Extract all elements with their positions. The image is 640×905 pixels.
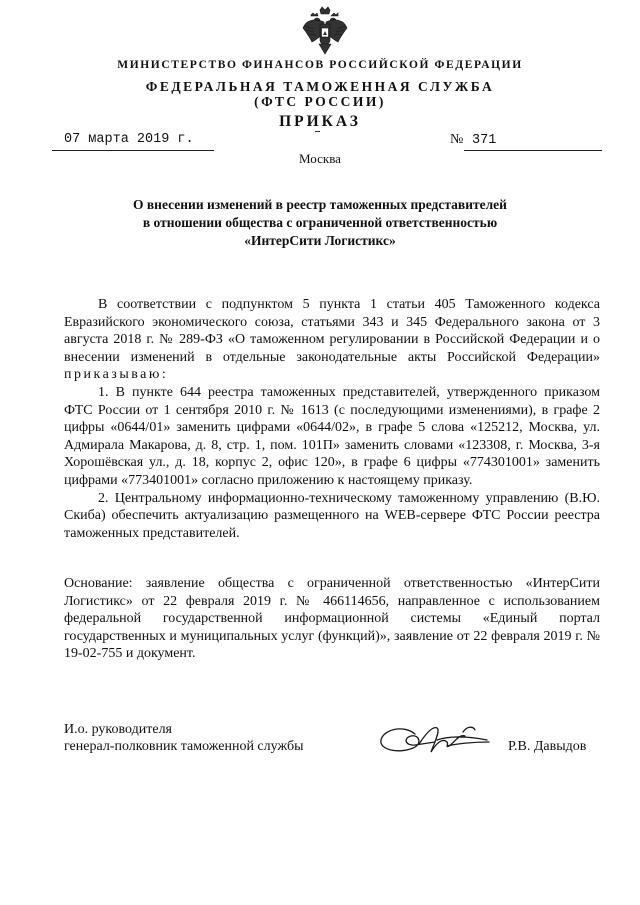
ministry-name: МИНИСТЕРСТВО ФИНАНСОВ РОССИЙСКОЙ ФЕДЕРАЦИИ [117,59,523,71]
order-date: 07 марта 2019 г. [64,132,194,147]
title-line-2: в отношении общества с ограниченной ответственностью [142,215,498,230]
document-body [64,296,600,542]
signatory-role-line-2: генерал-полковник таможенной службы [64,739,304,754]
signatory-role-line-1: И.о. руководителя [64,722,173,737]
title-line-1: О внесении изменений в реестр таможенных представителей [133,197,507,212]
document-title [80,196,560,250]
signature-icon [375,712,495,764]
order-word: приказываю: [64,367,169,383]
city: Москва [299,151,341,166]
order-number: 371 [472,133,497,148]
divider [315,131,320,132]
document-type: ПРИКАЗ [279,113,361,130]
basis-text: Основание: заявление общества с ограниченной ответственностью «ИнтерСити Логистикс» от 22 февраля 2019 г. № 466114656, направленное с использованием федеральной государственной информационной системы «Единый портал государственных и муниципальных услуг (функций)», заявление от 22 февраля 2019 г. № 19-02-755 и документ. [64,576,600,662]
basis-section [64,575,600,663]
item-2: 2. Центральному информационно-техническому таможенному управлению (В.Ю. Скиба) обеспечить актуализацию размещенного на WEB-сервере ФТС России реестра таможенных представителей. [64,490,600,541]
signatory-name: Р.В. Давыдов [508,739,587,754]
service-abbreviation: (ФТС РОССИИ) [254,94,386,109]
service-name: ФЕДЕРАЛЬНАЯ ТАМОЖЕННАЯ СЛУЖБА [145,79,495,94]
preamble-text: В соответствии с подпунктом 5 пункта 1 статьи 405 Таможенного кодекса Евразийского экономического союза, статьями 343 и 345 Федерального закона от 3 августа 2018 г. № 289-ФЗ «О таможенном регулировании в Российской Федерации и о внесении изменений в отдельные законодательные акты Российской Федерации» [64,297,600,365]
preamble-paragraph [64,296,600,384]
title-line-3: «ИнтерСити Логистикс» [244,233,396,248]
emblem-icon [300,6,350,58]
item-1: 1. В пункте 644 реестра таможенных представителей, утвержденного приказом ФТС России от 1 сентября 2010 г. № 1613 (с последующими изменениями), в графе 2 цифры «0644/01» заменить цифрами «0644/02», в графе 5 слова «125212, Москва, ул. Адмирала Макарова, д. 8, стр. 1, пом. 101П» заменить словами «123308, г. Москва, 3-я Хорошёвская ул., д. 18, корпус 2, офис 120», в графе 6 цифры «774301001» заменить цифрами «773401001» согласно приложению к настоящему приказу. [64,384,600,488]
number-sign: № [450,132,464,147]
